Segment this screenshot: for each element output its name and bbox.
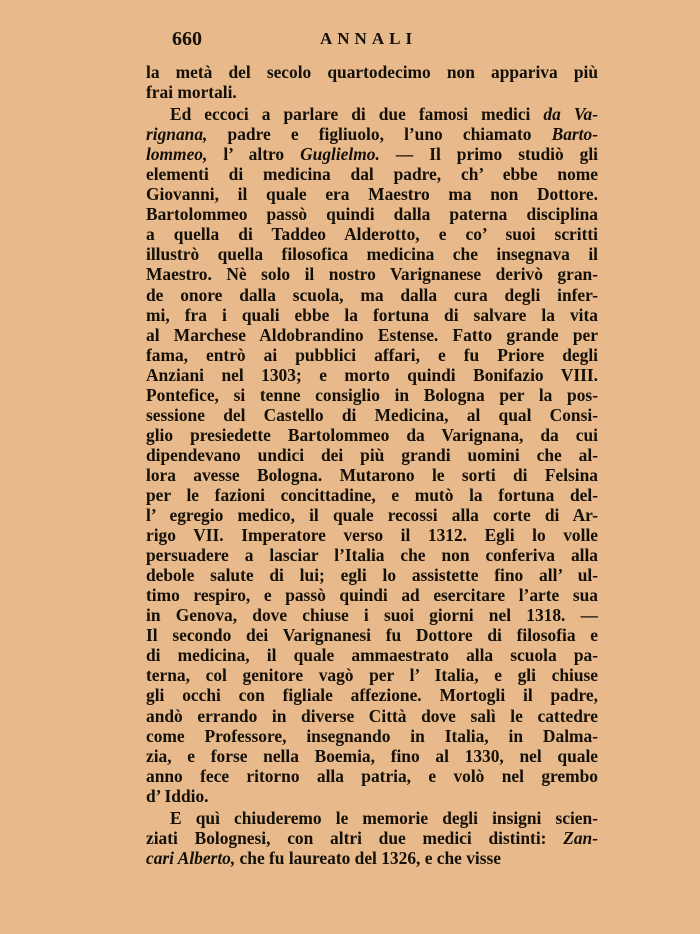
italic-text: Guglielmo. [300, 144, 380, 165]
text-run: glio presiedette Bartolommeo da Varignana, da cui [146, 424, 598, 445]
text-line [146, 706, 598, 726]
text-line [146, 565, 598, 585]
text-run: in Genova, dove chiuse i suoi giorni nel 1318. — [146, 605, 598, 626]
text-line [146, 465, 598, 485]
text-line [146, 62, 598, 82]
text-line [146, 124, 598, 144]
text-line [146, 224, 598, 244]
italic-text: Zan- [563, 827, 598, 848]
text-run: frai mortali. [146, 82, 237, 103]
text-run: come Professore, insegnando in Italia, in Dalma- [146, 725, 598, 746]
text-line [146, 746, 598, 766]
text-run: Il secondo dei Varignanesi fu Dottore di filosofia e [146, 625, 598, 646]
italic-text: rignana, [146, 124, 208, 145]
text-run: che fu laureato del 1326, e che visse [235, 847, 502, 868]
text-line [146, 766, 598, 786]
text-run: mi, fra i quali ebbe la fortuna di salvare la vita [146, 304, 598, 325]
text-line [146, 365, 598, 385]
text-line [146, 285, 598, 305]
italic-text: Barto- [551, 124, 598, 145]
text-run: timo respiro, e passò quindi ad esercitare l’arte sua [146, 585, 598, 606]
text-line [146, 445, 598, 465]
text-run: Anziani nel 1303; e morto quindi Bonifazio VIII. [146, 364, 598, 385]
text-run: sessione del Castello di Medicina, al qual Consi- [146, 404, 598, 425]
running-header [146, 28, 598, 62]
text-run: a quella di Taddeo Alderotto, e co’ suoi scritti [146, 224, 598, 245]
text-line [146, 605, 598, 625]
text-line [146, 325, 598, 345]
text-run: dipendevano undici dei più grandi uomini che al- [146, 444, 598, 465]
italic-text: cari Alberto, [146, 847, 236, 868]
text-line [146, 848, 598, 868]
text-run: Bartolommeo passò quindi dalla paterna disciplina [146, 204, 598, 225]
text-run: — Il primo studiò gli [379, 144, 598, 165]
text-line [146, 726, 598, 746]
italic-text: da Va- [543, 104, 598, 125]
text-line [146, 204, 598, 224]
text-line [146, 264, 598, 284]
text-line [146, 184, 598, 204]
page-number: 660 [172, 28, 202, 50]
text-run: Giovanni, il quale era Maestro ma non Dottore. [146, 184, 598, 205]
text-line [146, 425, 598, 445]
text-run: al Marchese Aldobrandino Estense. Fatto grande per [146, 324, 598, 345]
text-run: lora avesse Bologna. Mutarono le sorti di Felsina [146, 464, 598, 485]
italic-text: lommeo, [146, 144, 208, 165]
text-line [146, 485, 598, 505]
text-line [146, 405, 598, 425]
text-line [146, 828, 598, 848]
text-line [146, 104, 598, 124]
text-run: zia, e forse nella Boemia, fino al 1330, nel quale [146, 745, 598, 766]
paragraph [146, 808, 598, 868]
book-page [146, 28, 598, 868]
text-run: per le fazioni concittadine, e mutò la fortuna del- [146, 484, 598, 505]
text-run: fama, entrò ai pubblici affari, e fu Priore degli [146, 344, 598, 365]
text-line [146, 385, 598, 405]
text-run: persuadere a lasciar l’Italia che non conferiva alla [146, 545, 598, 566]
text-run: Pontefice, si tenne consiglio in Bologna per la pos- [146, 384, 598, 405]
text-run: padre e figliuolo, l’uno chiamato [207, 124, 552, 145]
text-run: Ed eccoci a parlare di due famosi medici [170, 104, 544, 125]
text-run: ziati Bolognesi, con altri due medici distinti: [146, 827, 564, 848]
text-line [146, 345, 598, 365]
text-run: terna, col genitore vagò per l’ Italia, e gli chiuse [146, 665, 598, 686]
text-line [146, 244, 598, 264]
text-run: d’ Iddio. [146, 785, 209, 806]
text-run: di medicina, il quale ammaestrato alla scuola pa- [146, 645, 598, 666]
text-run: Maestro. Nè solo il nostro Varignanese derivò gran- [146, 264, 598, 285]
text-line [146, 808, 598, 828]
text-line [146, 525, 598, 545]
text-run: elementi di medicina dal padre, ch’ ebbe nome [146, 164, 598, 185]
text-line [146, 545, 598, 565]
text-line [146, 144, 598, 164]
running-title: ANNALI [320, 29, 418, 48]
body-text [146, 62, 598, 868]
text-line [146, 82, 598, 102]
text-run: l’ egregio medico, il quale recossi alla corte di Ar- [146, 505, 598, 526]
text-run: debole salute di lui; egli lo assistette fino all’ ul- [146, 565, 598, 586]
text-run: l’ altro [207, 144, 301, 165]
paragraph [146, 62, 598, 102]
text-run: de onore dalla scuola, ma dalla cura degli infer- [146, 284, 598, 305]
text-run: andò errando in diverse Città dove salì le cattedre [146, 705, 598, 726]
text-run: E quì chiuderemo le memorie degli insigni scien- [170, 807, 598, 828]
text-line [146, 665, 598, 685]
text-line [146, 305, 598, 325]
text-line [146, 585, 598, 605]
text-run: illustrò quella filosofica medicina che insegnava il [146, 244, 598, 265]
text-line [146, 645, 598, 665]
text-line [146, 164, 598, 184]
text-run: la metà del secolo quartodecimo non appariva più [146, 62, 598, 82]
text-run: gli occhi con figliale affezione. Mortogli il padre, [146, 685, 598, 706]
text-run: rigo VII. Imperatore verso il 1312. Egli lo volle [146, 525, 598, 546]
text-line [146, 625, 598, 645]
text-run: anno fece ritorno alla patria, e volò nel grembo [146, 765, 598, 786]
text-line [146, 505, 598, 525]
text-line [146, 685, 598, 705]
paragraph [146, 104, 598, 806]
text-line [146, 786, 598, 806]
